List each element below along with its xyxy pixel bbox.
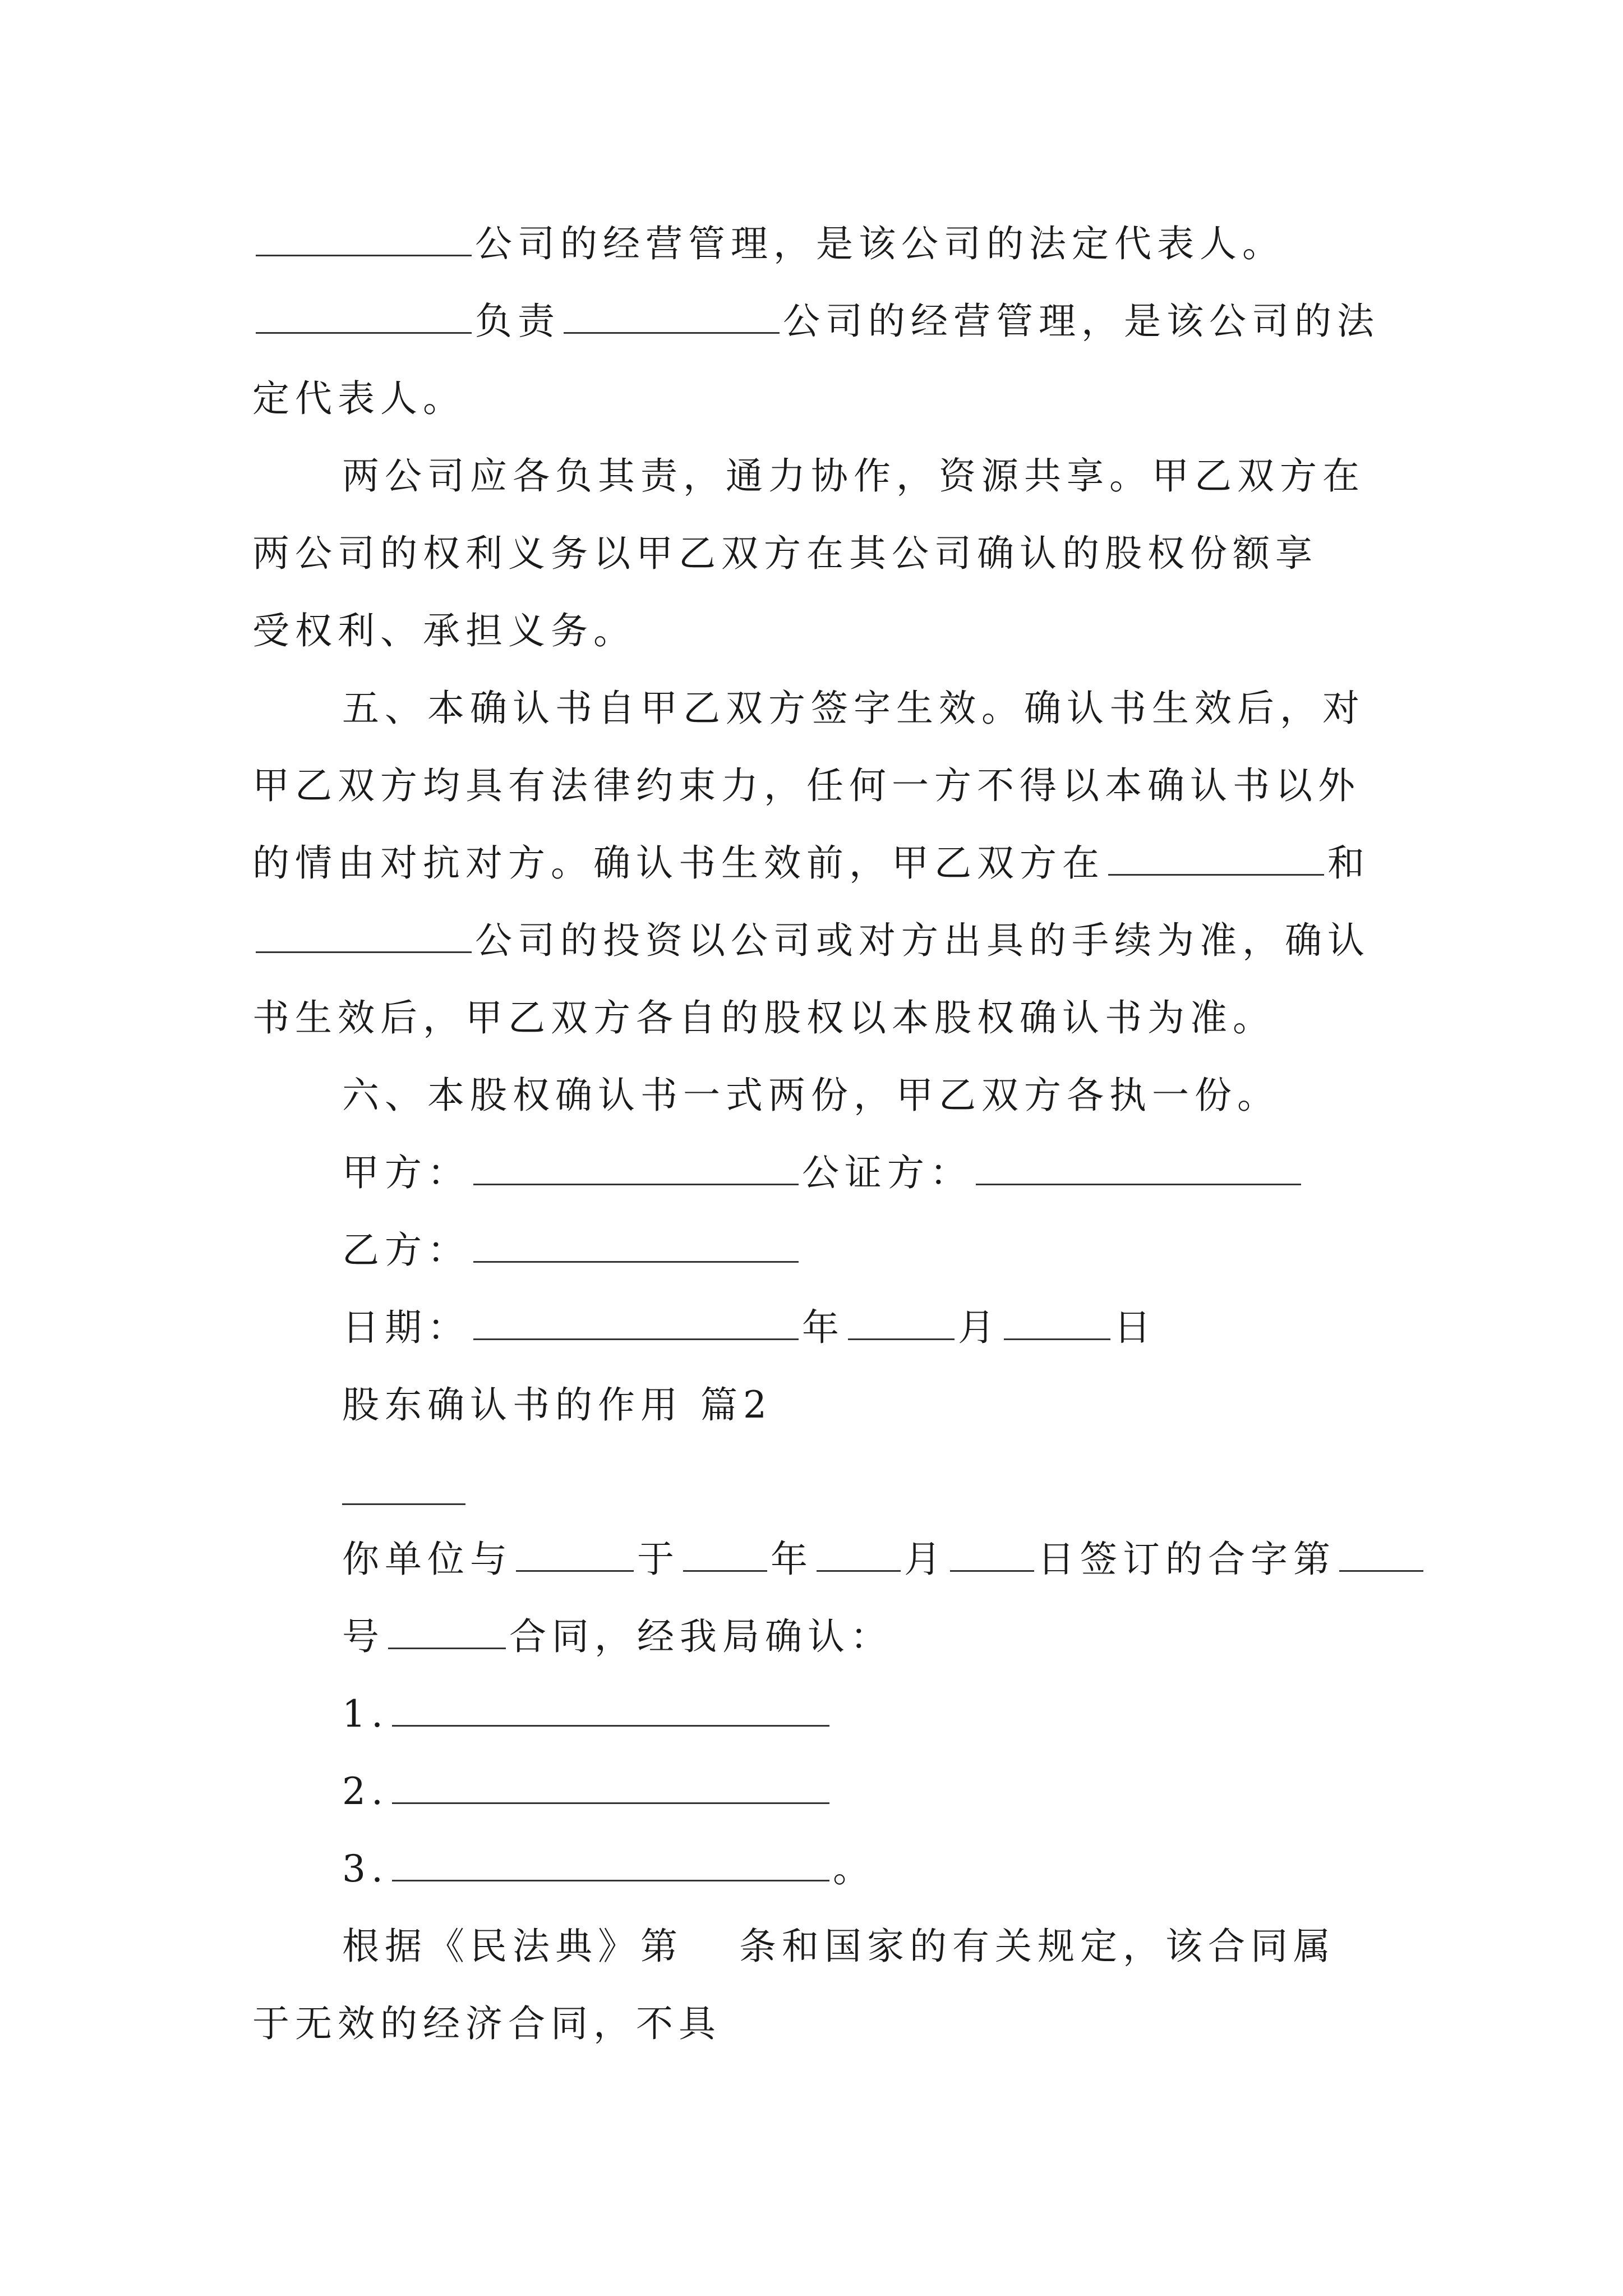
paragraph-line — [252, 600, 636, 662]
paragraph-line — [252, 368, 465, 430]
paragraph-line — [342, 1916, 1336, 1977]
line-text: 的情由对抗对方。确认书生效前，甲乙双方在 — [252, 841, 1105, 885]
line-text: 根据《民法典》第 — [342, 1925, 683, 1968]
fill-blank — [683, 1569, 767, 1572]
fill-blank — [256, 331, 472, 334]
line-text: 月 — [904, 1538, 947, 1581]
label-party-a: 甲方： — [342, 1151, 470, 1194]
paragraph-line — [342, 1606, 893, 1668]
line-text: 合同，经我局确认： — [509, 1615, 893, 1658]
fill-blank — [256, 950, 472, 953]
line-text: 日签订的合字第 — [1038, 1538, 1336, 1581]
line-text: 公司的经营管理，是该公司的法定代表人。 — [475, 222, 1285, 265]
paragraph-line — [252, 987, 1275, 1049]
paragraph-line — [252, 1993, 721, 2055]
list-number: 2. — [342, 1770, 389, 1813]
fill-blank — [1004, 1337, 1110, 1340]
list-number: 3. — [342, 1847, 389, 1890]
list-item — [342, 1838, 875, 1900]
line-text: 书生效后，甲乙双方各自的股权以本股权确认书为准。 — [252, 996, 1275, 1039]
fill-blank — [1108, 873, 1324, 876]
list-item — [342, 1683, 833, 1745]
paragraph-line — [252, 832, 1370, 894]
paragraph-line — [342, 445, 1365, 507]
signature-line-party-b — [342, 1220, 802, 1281]
paragraph-line — [342, 1065, 1280, 1126]
line-text: 于 — [637, 1538, 680, 1581]
line-text: 公司的投资以公司或对方出具的手续为准，确认 — [475, 919, 1370, 962]
line-text: 定代表人。 — [252, 377, 465, 420]
line-text: 两公司的权利义务以甲乙双方在其公司确认的股权份额享 — [252, 532, 1318, 575]
addressee-blank — [342, 1503, 465, 1505]
line-text: 甲乙双方均具有法律约束力，任何一方不得以本确认书以外 — [252, 764, 1361, 807]
fill-blank — [848, 1337, 955, 1340]
line-text: 和 — [1327, 841, 1370, 885]
fill-blank — [473, 1182, 799, 1185]
heading-text: 股东确认书的作用 篇2 — [342, 1383, 772, 1427]
paragraph-line — [342, 678, 1365, 739]
fill-blank — [392, 1879, 829, 1881]
fill-blank — [1339, 1569, 1423, 1572]
fill-blank — [516, 1569, 634, 1572]
paragraph-line — [252, 910, 1370, 972]
line-text: 两公司应各负其责，通力协作，资源共享。甲乙双方在 — [342, 454, 1365, 498]
line-text: 受权利、承担义务。 — [252, 609, 636, 652]
line-text: 号 — [342, 1615, 385, 1658]
line-text: 条和国家的有关规定，该合同属 — [739, 1925, 1336, 1968]
paragraph-line — [342, 1529, 1427, 1590]
paragraph-line — [252, 291, 1380, 352]
fill-blank — [256, 254, 472, 256]
line-text: 你单位与 — [342, 1538, 513, 1581]
fill-blank — [473, 1260, 799, 1263]
list-item — [342, 1761, 833, 1823]
line-text: 五、本确认书自甲乙双方签字生效。确认书生效后，对 — [342, 687, 1365, 730]
line-text: 负责 — [475, 300, 560, 343]
line-text: 。 — [832, 1847, 875, 1890]
line-text: 公司的经营管理，是该公司的法 — [783, 300, 1380, 343]
paragraph-line — [252, 755, 1361, 817]
label-month: 月 — [958, 1306, 1000, 1349]
label-party-b: 乙方： — [342, 1228, 470, 1272]
list-number: 1. — [342, 1692, 389, 1736]
fill-blank — [817, 1569, 901, 1572]
fill-blank — [388, 1646, 506, 1649]
section-heading — [342, 1374, 772, 1436]
label-notary: 公证方： — [802, 1151, 972, 1194]
fill-blank — [976, 1182, 1301, 1185]
fill-blank — [473, 1337, 799, 1340]
signature-line-party-a — [342, 1142, 1304, 1204]
paragraph-line — [252, 523, 1318, 585]
line-text: 六、本股权确认书一式两份，甲乙双方各执一份。 — [342, 1074, 1280, 1117]
fill-blank — [950, 1569, 1034, 1572]
fill-blank — [392, 1724, 829, 1727]
paragraph-line — [252, 213, 1285, 275]
line-text: 于无效的经济合同，不具 — [252, 2002, 721, 2045]
line-text: 年 — [771, 1538, 813, 1581]
date-line — [342, 1297, 1156, 1359]
fill-blank — [564, 331, 780, 334]
fill-blank — [392, 1801, 829, 1804]
label-year: 年 — [802, 1306, 845, 1349]
label-day: 日 — [1114, 1306, 1156, 1349]
label-date: 日期： — [342, 1306, 470, 1349]
